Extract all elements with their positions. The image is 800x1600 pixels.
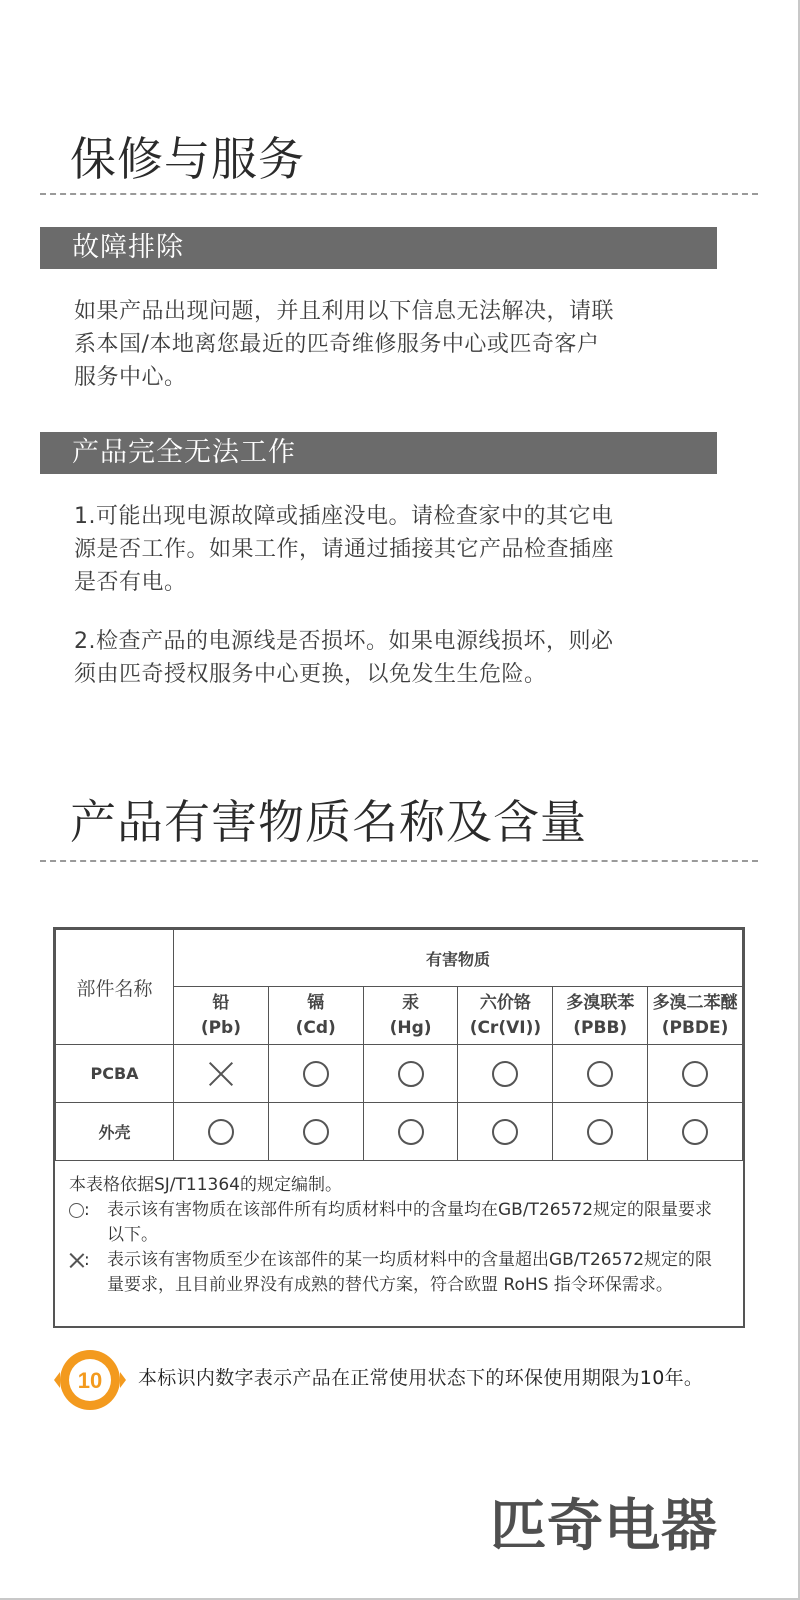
dashed-divider (40, 193, 758, 195)
circle-mark-icon (587, 1119, 613, 1145)
mark-cell (363, 1045, 458, 1103)
table-row (56, 1045, 743, 1103)
environmental-use-period-icon (52, 1342, 128, 1418)
circle-mark-icon (398, 1061, 424, 1087)
table-row (56, 1103, 743, 1161)
circle-mark-icon (303, 1119, 329, 1145)
not-working-item-2: 2.检查产品的电源线是否损坏。如果电源线损坏，则必 须由匹奇授权服务中心更换，以免发生生危险。 (74, 629, 614, 687)
cross-legend-icon: : (69, 1248, 107, 1273)
substance-header: 多溴联苯 (PBB) (553, 987, 648, 1045)
substance-header: 六价铬 (Cr(VI)) (458, 987, 553, 1045)
eco-number: 10 (77, 1368, 103, 1393)
part-label: 外壳 (56, 1103, 174, 1161)
standard-note: 本表格依据SJ/T11364的规定编制。 (69, 1175, 342, 1195)
substances-table (55, 929, 743, 1161)
circle-mark-icon (492, 1119, 518, 1145)
mark-cell (553, 1103, 648, 1161)
warranty-service-title: 保修与服务 (70, 132, 305, 186)
hazardous-substances-title: 产品有害物质名称及含量 (70, 795, 587, 849)
part-name-header: 部件名称 (56, 930, 174, 1045)
mark-cell (648, 1103, 743, 1161)
circle-legend: : 表示该有害物质在该部件所有均质材料中的含量均在GB/T26572规定的限量要求以下。 (69, 1198, 729, 1248)
eco-description: 本标识内数字表示产品在正常使用状态下的环保使用期限为10年。 (138, 1367, 704, 1389)
circle-mark-icon (208, 1119, 234, 1145)
brand-logo: 匹奇电器 (490, 1494, 718, 1559)
part-label: PCBA (56, 1045, 174, 1103)
dashed-divider-2 (40, 860, 758, 862)
mark-cell (174, 1045, 269, 1103)
mark-cell (268, 1103, 363, 1161)
circle-mark-icon (682, 1119, 708, 1145)
hazardous-substances-table (53, 927, 745, 1328)
circle-mark-icon (398, 1119, 424, 1145)
substance-header: 汞 (Hg) (363, 987, 458, 1045)
cross-mark-icon (208, 1061, 234, 1087)
substance-header: 多溴二苯醚 (PBDE) (648, 987, 743, 1045)
mark-cell (268, 1045, 363, 1103)
cross-legend: : 表示该有害物质至少在该部件的某一均质材料中的含量超出GB/T26572规定的限量要求，且目前业界没有成熟的替代方案，符合欧盟 RoHS 指令环保需求。 (69, 1248, 729, 1298)
circle-mark-icon (682, 1061, 708, 1087)
not-working-heading: 产品完全无法工作 (40, 432, 717, 474)
substance-header: 镉 (Cd) (268, 987, 363, 1045)
not-working-item-1: 1.可能出现电源故障或插座没电。请检查家中的其它电 源是否工作。如果工作，请通过插接其它产品检查插座 是否有电。 (74, 504, 615, 595)
table-notes (55, 1161, 743, 1298)
mark-cell (458, 1103, 553, 1161)
mark-cell (174, 1103, 269, 1161)
substance-header: 铅 (Pb) (174, 987, 269, 1045)
hazardous-substance-header: 有害物质 (174, 930, 743, 987)
mark-cell (458, 1045, 553, 1103)
mark-cell (553, 1045, 648, 1103)
troubleshooting-paragraph: 如果产品出现问题，并且利用以下信息无法解决，请联 系本国/本地离您最近的匹奇维修服务中心或匹奇客户 服务中心。 (74, 299, 615, 390)
circle-legend-icon: : (69, 1198, 107, 1223)
circle-mark-icon (492, 1061, 518, 1087)
troubleshooting-heading: 故障排除 (40, 227, 717, 269)
circle-mark-icon (587, 1061, 613, 1087)
circle-mark-icon (303, 1061, 329, 1087)
mark-cell (648, 1045, 743, 1103)
mark-cell (363, 1103, 458, 1161)
